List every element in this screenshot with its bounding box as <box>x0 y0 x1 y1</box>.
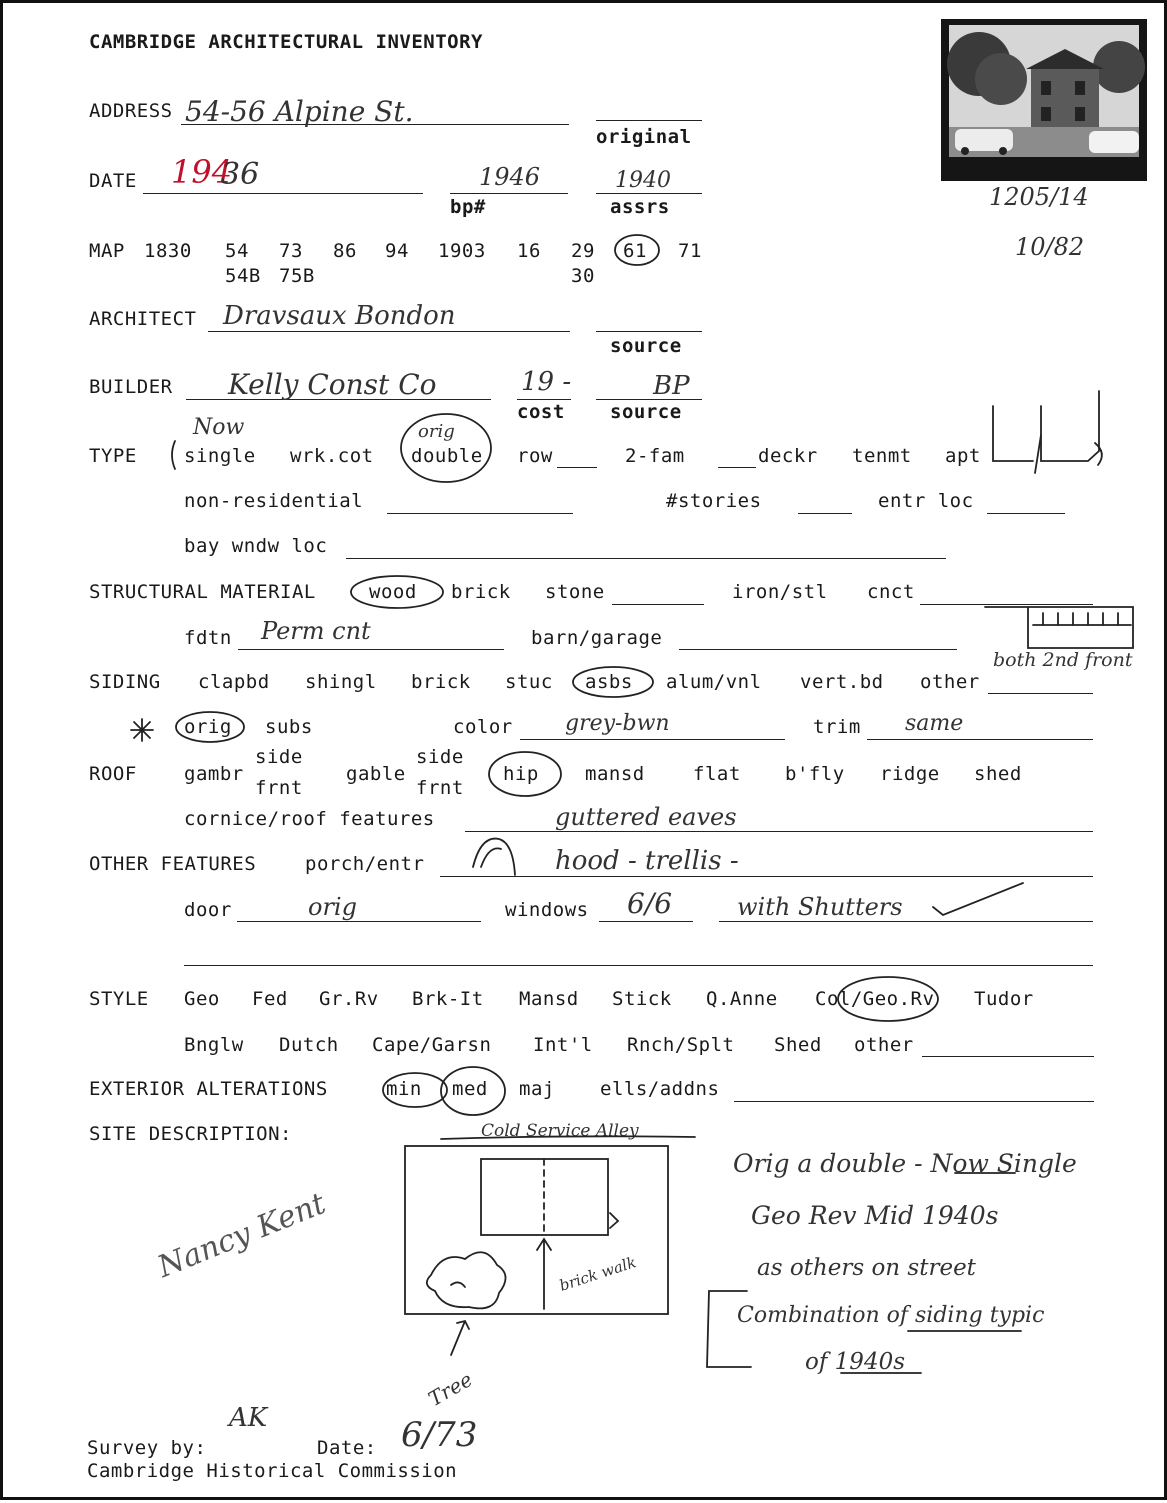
stories-label: #stories <box>666 490 762 512</box>
type-apt: apt <box>945 445 981 467</box>
windows-note: with Shutters <box>737 893 903 921</box>
type-deckr: deckr <box>758 445 818 467</box>
type-single: single <box>184 445 256 467</box>
cost-source-label: source <box>610 401 682 423</box>
photo-note-2: 10/82 <box>1015 233 1085 261</box>
pen-marks <box>3 3 1167 1503</box>
type-2fam: 2-fam <box>625 445 685 467</box>
type-label: TYPE <box>89 445 137 467</box>
map-61-circled: 61 <box>623 240 647 262</box>
barn-label: barn/garage <box>531 627 663 649</box>
porch-label: porch/entr <box>305 853 425 875</box>
date-value-red: 194 <box>171 153 233 191</box>
subs-label: subs <box>265 716 313 738</box>
ext-alt-min: min <box>386 1078 422 1100</box>
type-row: row <box>517 445 553 467</box>
structural-stone: stone <box>545 581 605 603</box>
now-note: Now <box>193 415 245 440</box>
structural-cnct: cnct <box>867 581 915 603</box>
assrs-value: 1940 <box>615 168 671 193</box>
cornice-value: guttered eaves <box>555 803 737 831</box>
survey-date-label: Date: <box>317 1437 377 1459</box>
color-label: color <box>453 716 513 738</box>
inventory-form: CAMBRIDGE ARCHITECTURAL INVENTORY ADDRESS 54-56 Alpine St. original DATE 194 36 1946 bp# 1940 assrs 1205/14 10/82 MAP 1830 54 73 86 94 1903 16 29 61 71 54B 75B 30 ARCHITECT Dravsaux Bondon source BUILDER Kelly Const Co 19 - cost BP source Now orig TYPE single wrk.cot double row 2-fam deckr tenmt apt non-residential #stories entr loc bay wndw loc STRUCTURAL MATERIAL wood brick stone iron/stl cnct fdtn Perm cnt barn/garage SIDING clapbd shingl brick stuc asbs alum/vnl vert.bd other both 2nd front orig subs color grey-bwn trim same ROOF gambr side frnt gable side frnt hip mansd flat b'fly ridge shed cornice/roof features guttered eaves OTHER FEATURES porch/entr hood - trellis - door orig windows 6/6 with Shutters STYLE Geo Fed Gr.Rv Brk-It Mansd Stick Q.Anne Col/Geo.Rv Tudor Bnglw Dutch Cape/Garsn Int'l Rnch/Splt Shed other EXTERIOR ALTERATIONS min med maj ells/addns SITE DESCRIPTION: Cold Service Alley brick walk Tree Nancy Kent Orig a double - Now Single Geo Rev Mid 1940s as others on street Combination of siding typic of 1940s Survey by: AK Date: 6/73 Cambridge Historical Commission <box>0 0 1167 1500</box>
architect-label: ARCHITECT <box>89 308 197 330</box>
siding-label: SIDING <box>89 671 161 693</box>
fdtn-label: fdtn <box>184 627 232 649</box>
fdtn-value: Perm cnt <box>261 617 371 645</box>
bp-label: bp# <box>450 196 486 218</box>
color-value: grey-bwn <box>565 711 670 736</box>
type-wrk-cot: wrk.cot <box>290 445 374 467</box>
brick-walk-note: brick walk <box>557 1253 639 1295</box>
entr-label: entr loc <box>878 490 974 512</box>
architect-source-label: source <box>610 335 682 357</box>
note-line-1: Orig a double - Now Single <box>733 1149 1077 1178</box>
orig-label: orig <box>184 716 232 738</box>
survey-date-value: 6/73 <box>401 1415 478 1455</box>
structural-brick: brick <box>451 581 511 603</box>
original-label: original <box>596 126 692 148</box>
note-line-4: Combination of siding typic <box>737 1303 1045 1328</box>
bp-value: 1946 <box>479 163 541 191</box>
date-value-black: 36 <box>221 157 260 192</box>
map-label: MAP <box>89 240 125 262</box>
builder-label: BUILDER <box>89 376 173 398</box>
address-label: ADDRESS <box>89 100 173 122</box>
ext-alt-med: med <box>452 1078 488 1100</box>
assrs-label: assrs <box>610 196 670 218</box>
signature: Nancy Kent <box>152 1186 331 1285</box>
form-title: CAMBRIDGE ARCHITECTURAL INVENTORY <box>89 31 483 53</box>
roof-label: ROOF <box>89 763 137 785</box>
bay-label: bay wndw loc <box>184 535 328 557</box>
siding-asbs: asbs <box>585 671 633 693</box>
roof-hip: hip <box>503 763 539 785</box>
cost-label: cost <box>517 401 565 423</box>
door-label: door <box>184 899 232 921</box>
note-line-3: as others on street <box>757 1255 976 1281</box>
cost-source-value: BP <box>653 371 690 401</box>
note-line-2: Geo Rev Mid 1940s <box>751 1201 999 1230</box>
survey-by-value: AK <box>229 1403 268 1433</box>
structural-wood: wood <box>369 581 417 603</box>
trim-value: same <box>905 711 964 736</box>
site-top-note: Cold Service Alley <box>481 1121 639 1141</box>
orig-note: orig <box>418 421 455 442</box>
windows-label: windows <box>505 899 589 921</box>
windows-value: 6/6 <box>627 887 673 920</box>
site-label: SITE DESCRIPTION: <box>89 1123 292 1145</box>
commission-name: Cambridge Historical Commission <box>87 1460 458 1482</box>
builder-value: Kelly Const Co <box>228 368 437 401</box>
type-tenmt: tenmt <box>852 445 912 467</box>
style-label: STYLE <box>89 988 149 1010</box>
cost-value: 19 - <box>521 367 572 397</box>
other-features-label: OTHER FEATURES <box>89 853 257 875</box>
survey-label: Survey by: <box>87 1437 207 1459</box>
photo-note-1: 1205/14 <box>989 183 1089 211</box>
trim-label: trim <box>813 716 861 738</box>
porch-value: hood - trellis - <box>555 846 739 876</box>
cornice-label: cornice/roof features <box>184 808 435 830</box>
note-line-5: of 1940s <box>805 1349 906 1375</box>
address-value: 54-56 Alpine St. <box>185 95 414 128</box>
nonres-label: non-residential <box>184 490 364 512</box>
structural-iron: iron/stl <box>732 581 828 603</box>
type-double: double <box>411 445 483 467</box>
structural-label: STRUCTURAL MATERIAL <box>89 581 316 603</box>
architect-value: Dravsaux Bondon <box>223 301 456 331</box>
ext-alt-label: EXTERIOR ALTERATIONS <box>89 1078 328 1100</box>
date-label: DATE <box>89 170 137 192</box>
style-col-geo-rv: Col/Geo.Rv <box>815 988 935 1010</box>
tree-note: Tree <box>424 1366 477 1412</box>
siding-other-value: both 2nd front <box>993 649 1133 671</box>
door-value: orig <box>308 893 357 921</box>
